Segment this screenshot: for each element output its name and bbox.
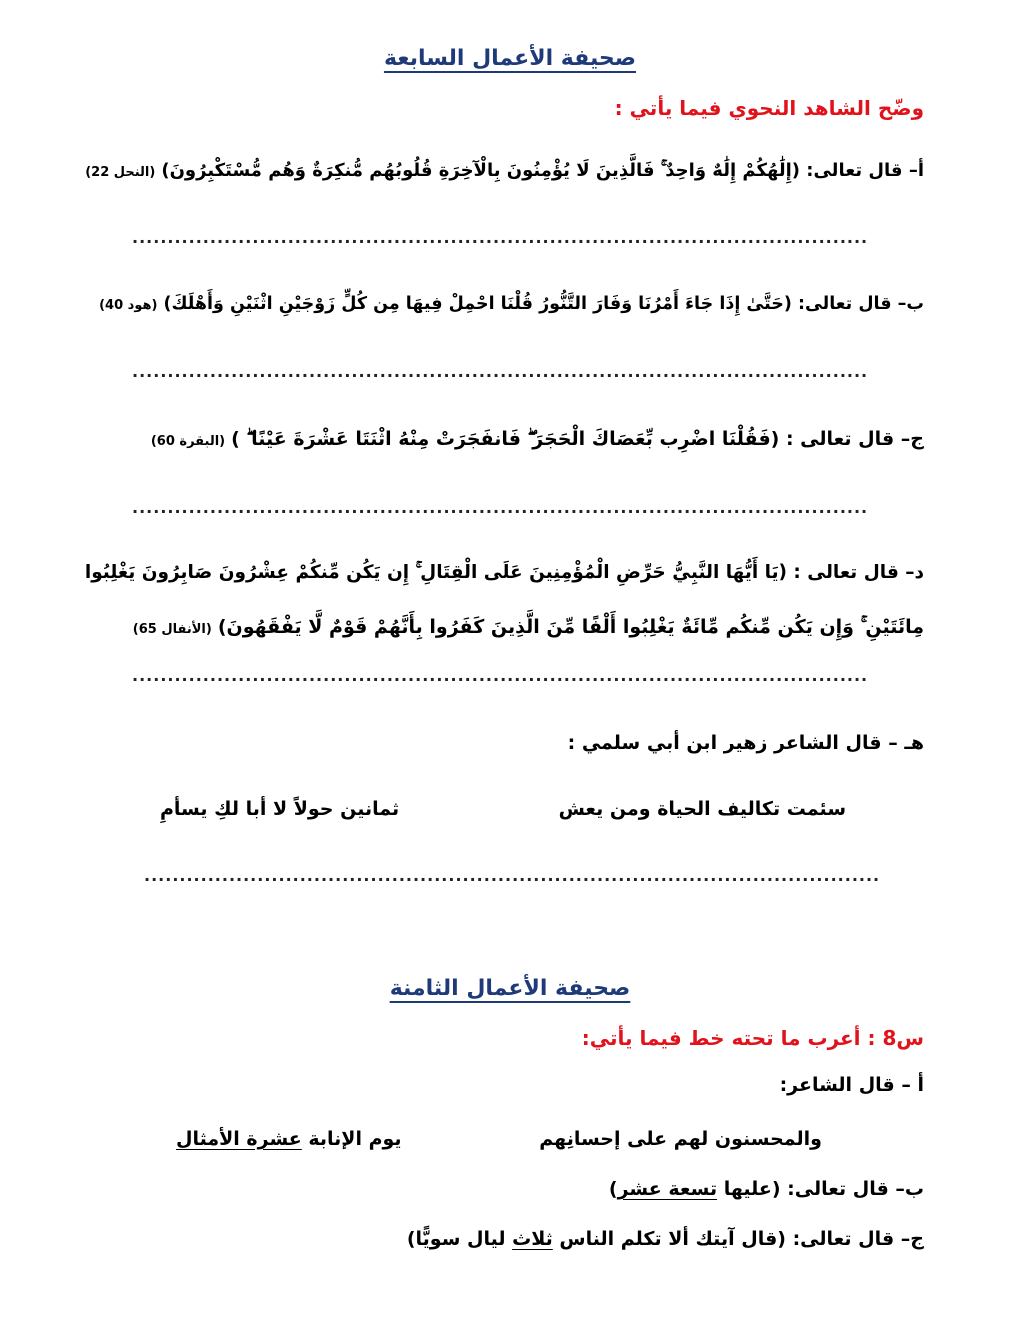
section8-title: صحيفة الأعمال الثامنة	[389, 976, 631, 1001]
item-a-text: أ– قال تعالى: (إِلَٰهُكُمْ إِلَٰهٌ وَاحِدٌ ۚ فَالَّذِينَ لَا يُؤْمِنُونَ بِالْآخِرَةِ قُلُوبُهُم مُّنكِرَةٌ وَهُم مُّسْتَكْبِرُونَ)	[161, 160, 924, 181]
item-b-ref: (هود 40)	[99, 298, 158, 313]
answer-line-e: ........................................................................................................	[144, 866, 881, 885]
item-d-line1: د– قال تعالى : (يَا أَيُّهَا النَّبِيُّ حَرِّضِ الْمُؤْمِنِينَ عَلَى الْقِتَالِ ۚ إِن يَكُن مِّنكُمْ عِشْرُونَ صَابِرُونَ يَغْلِبُوا	[84, 562, 924, 583]
item-a-ref: (النحل 22)	[85, 165, 156, 180]
item8-verse-first: والمحسنون لهم على إحسانِهم	[539, 1128, 822, 1150]
item-d-line2	[133, 616, 924, 638]
item8-c	[407, 1228, 924, 1250]
item-d-text2: مِائَتَيْنِ ۚ وَإِن يَكُن مِّنكُم مِّائَةٌ يَغْلِبُوا أَلْفًا مِّنَ الَّذِينَ كَفَرُوا بِأَنَّهُمْ قَوْمٌ لَّا يَفْقَهُونَ)	[217, 616, 924, 638]
item-c	[151, 428, 924, 450]
item8-verse-underlined: عشرة الأمثال	[176, 1128, 302, 1150]
section7-instruction: وضّح الشاهد النحوي فيما يأتي :	[614, 96, 924, 120]
item8-verse-second	[176, 1128, 402, 1150]
item8-b-pre: ب– قال تعالى: (عليها	[717, 1178, 924, 1200]
item-c-ref: (البقرة 60)	[150, 434, 226, 449]
item8-c-pre: ج– قال تعالى: (قال آيتك ألا تكلم الناس	[552, 1228, 924, 1250]
answer-line-b: ........................................................................................................	[132, 362, 869, 381]
verse-first-hemistich: سئمت تكاليف الحياة ومن يعش	[558, 798, 846, 820]
item8-c-underlined: ثلاث	[512, 1228, 553, 1250]
item-e-intro: هـ – قال الشاعر زهير ابن أبي سلمي :	[567, 732, 924, 754]
verse-second-hemistich: ثمانين حولاً لا أبا لكِ يسأمِ	[160, 798, 400, 820]
item-c-text: ج– قال تعالى : (فَقُلْنَا اضْرِب بِّعَصَاكَ الْحَجَرَ ۖ فَانفَجَرَتْ مِنْهُ اثْنَتَا عَشْرَةَ عَيْنًا ۖ )	[231, 428, 924, 450]
section7-title: صحيفة الأعمال السابعة	[383, 46, 637, 71]
item-d-ref: (الأنفال 65)	[132, 622, 212, 637]
item-a	[85, 160, 924, 181]
item8-c-post: ليال سويًّا)	[406, 1228, 513, 1250]
item8-b-underlined: تسعة عشر	[617, 1178, 718, 1200]
item8-a-label: أ – قال الشاعر:	[779, 1074, 924, 1096]
item8-b-post: )	[608, 1178, 618, 1200]
item8-verse-second-pre: يوم الإنابة	[301, 1128, 402, 1150]
item8-b	[609, 1178, 924, 1200]
answer-line-d: ........................................................................................................	[132, 666, 869, 685]
answer-line-c: ........................................................................................................	[132, 498, 869, 517]
item-b	[99, 294, 924, 314]
answer-line-a: ........................................................................................................	[132, 228, 869, 247]
item-b-text: ب– قال تعالى: (حَتَّىٰ إِذَا جَاءَ أَمْرُنَا وَفَارَ التَّنُّورُ قُلْنَا احْمِلْ فِيهَا مِن كُلٍّ زَوْجَيْنِ اثْنَيْنِ وَأَهْلَكَ)	[163, 294, 924, 314]
section8-question: س8 : أعرب ما تحته خط فيما يأتي:	[581, 1026, 924, 1050]
